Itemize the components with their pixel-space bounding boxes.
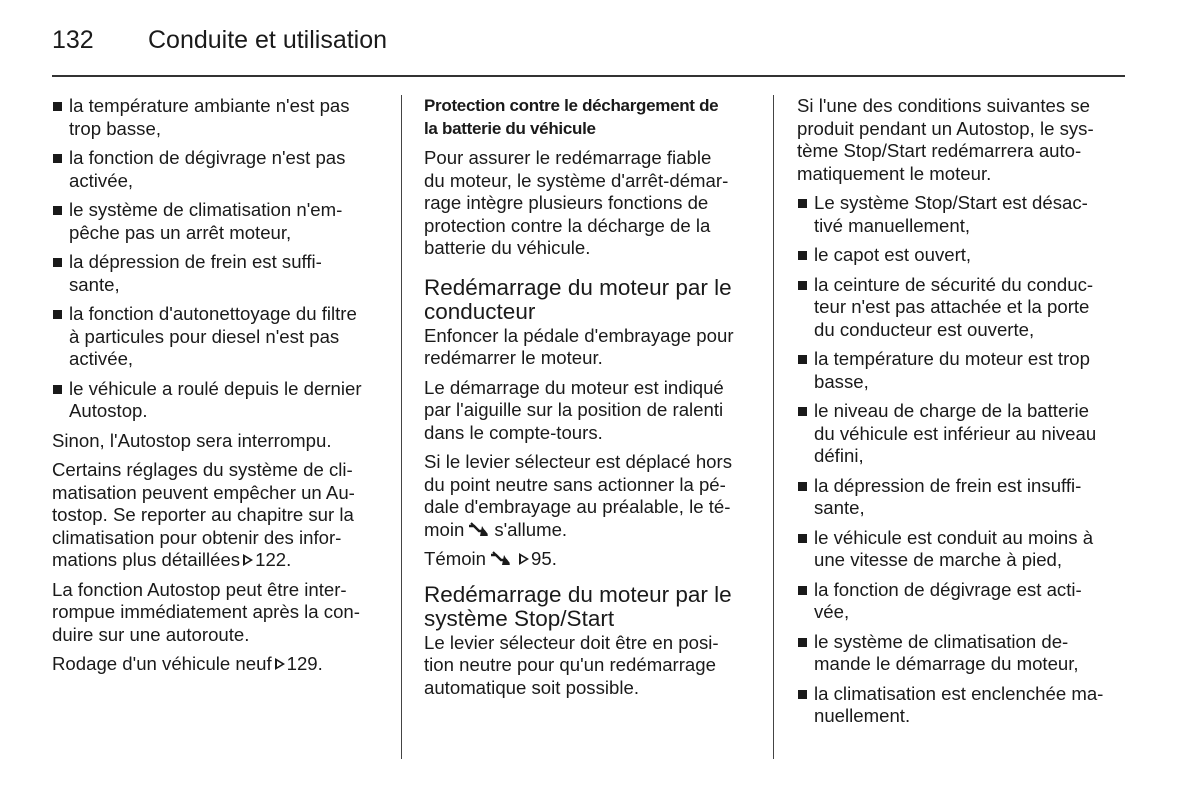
text-fragment: mations plus détaillées: [52, 549, 241, 570]
text-line: matisation peuvent empêcher un Au-: [52, 481, 355, 503]
bullet-square-icon: [798, 251, 807, 260]
bullet-item: [797, 348, 1127, 393]
text-line: tion neutre pour qu'un redémarrage: [424, 654, 716, 675]
text-line: batterie du véhicule.: [424, 237, 591, 258]
text-line: Redémarrage du moteur par le: [424, 274, 732, 300]
bullet-item: [797, 274, 1127, 342]
page-reference-icon: [275, 658, 285, 670]
page-reference-link[interactable]: 122.: [255, 549, 292, 570]
paragraph: [424, 325, 760, 370]
stop-start-telltale-icon: [468, 522, 490, 538]
bullet-square-icon: [798, 586, 807, 595]
bullet-item: [797, 683, 1127, 728]
text-line: matiquement le moteur.: [797, 162, 992, 184]
text-line: activée,: [69, 348, 134, 369]
page-reference-link[interactable]: 95.: [531, 548, 557, 569]
text-line: la fonction de dégivrage est acti-: [814, 578, 1082, 600]
text-line: la ceinture de sécurité du conduc-: [814, 273, 1094, 295]
column-divider: [401, 95, 402, 759]
bullet-item: [797, 631, 1127, 676]
bullet-square-icon: [53, 385, 62, 394]
text-line: [52, 549, 388, 572]
text-line: le véhicule a roulé depuis le dernier: [69, 377, 362, 399]
text-line: par l'aiguille sur la position de ralenti: [424, 399, 724, 420]
page-reference-link[interactable]: 129.: [286, 653, 323, 674]
paragraph: [52, 430, 388, 453]
text-line: Si le levier sélecteur est déplacé hors: [424, 451, 732, 472]
text-line: du véhicule est inférieur au niveau: [814, 422, 1097, 444]
paragraph: [424, 632, 760, 700]
text-line: du conducteur est ouverte,: [814, 318, 1035, 340]
text-line: Redémarrage du moteur par le: [424, 581, 732, 607]
text-line: une vitesse de marche à pied,: [814, 549, 1063, 570]
text-line: dale d'embrayage au préalable, le té-: [424, 496, 731, 517]
text-line: sante,: [69, 273, 120, 295]
text-line: activée,: [69, 169, 134, 191]
bullet-item: [797, 527, 1127, 572]
page-reference-icon: [519, 553, 529, 565]
text-line: [52, 653, 388, 676]
bullet-square-icon: [798, 355, 807, 364]
text-line: redémarrer le moteur.: [424, 347, 603, 368]
bullet-square-icon: [53, 310, 62, 319]
bullet-item: [52, 303, 388, 371]
text-line: dans le compte-tours.: [424, 421, 603, 443]
bullet-square-icon: [53, 206, 62, 215]
bullet-square-icon: [798, 534, 807, 543]
bullet-item: [52, 95, 388, 140]
text-line: la dépression de frein est insuffi-: [814, 474, 1082, 496]
text-line: Certains réglages du système de cli-: [52, 459, 353, 480]
section-heading: [424, 276, 760, 325]
text-line: défini,: [814, 445, 864, 466]
text-line: Autostop.: [69, 400, 148, 421]
paragraph: [52, 653, 388, 676]
text-line: vée,: [814, 601, 850, 622]
text-fragment: moin: [424, 518, 465, 540]
text-fragment: Rodage d'un véhicule neuf: [52, 653, 272, 674]
text-line: rage intègre plusieurs fonctions de: [424, 192, 709, 213]
text-line: tivé manuellement,: [814, 214, 971, 236]
column-2: [424, 95, 760, 706]
text-line: Si l'une des conditions suivantes se: [797, 95, 1090, 116]
bullet-list: [797, 192, 1127, 728]
page-title: Conduite et utilisation: [148, 26, 388, 54]
bullet-item: [797, 579, 1127, 624]
text-line: sante,: [814, 497, 865, 518]
text-line: du point neutre sans actionner la pé-: [424, 473, 726, 495]
text-line: Le démarrage du moteur est indiqué: [424, 376, 724, 398]
text-line: climatisation pour obtenir des infor-: [52, 526, 342, 548]
bullet-item: [52, 199, 388, 244]
text-line: la climatisation est enclenchée ma-: [814, 682, 1104, 704]
bullet-square-icon: [798, 407, 807, 416]
text-line: pêche pas un arrêt moteur,: [69, 221, 292, 243]
page-number: 132: [52, 26, 94, 54]
bullet-square-icon: [53, 102, 62, 111]
text-line: duire sur une autoroute.: [52, 623, 250, 645]
text-line: [424, 519, 760, 542]
section-heading: [424, 583, 760, 632]
paragraph: [424, 451, 760, 541]
text-line: produit pendant un Autostop, le sys-: [797, 117, 1094, 139]
text-fragment: Témoin: [424, 548, 487, 569]
bullet-square-icon: [53, 154, 62, 163]
text-line: protection contre la décharge de la: [424, 214, 711, 236]
bullet-item: [797, 400, 1127, 468]
paragraph: [424, 147, 760, 260]
text-line: trop basse,: [69, 117, 161, 139]
column-3: [797, 95, 1127, 735]
paragraph: [424, 548, 760, 571]
text-line: rompue immédiatement après la con-: [52, 601, 360, 622]
text-line: la batterie du véhicule: [424, 118, 596, 138]
text-line: tostop. Se reporter au chapitre sur la: [52, 504, 354, 525]
bullet-item: [797, 192, 1127, 237]
text-line: le système de climatisation de-: [814, 630, 1069, 652]
text-line: tème Stop/Start redémarrera auto-: [797, 140, 1082, 161]
bullet-square-icon: [798, 482, 807, 491]
text-line: Pour assurer le redémarrage fiable: [424, 147, 712, 168]
text-line: le capot est ouvert,: [814, 244, 972, 265]
text-line: la dépression de frein est suffi-: [69, 251, 322, 272]
text-line: la température du moteur est trop: [814, 348, 1090, 369]
text-line: basse,: [814, 370, 869, 392]
bullet-item: [52, 251, 388, 296]
text-line: le système de climatisation n'em-: [69, 199, 343, 220]
column-divider: [773, 95, 774, 759]
text-line: la fonction d'autonettoyage du filtre: [69, 303, 357, 324]
bullet-square-icon: [798, 199, 807, 208]
bullet-square-icon: [798, 690, 807, 699]
text-line: Le système Stop/Start est désac-: [814, 192, 1088, 213]
text-line: teur n'est pas attachée et la porte: [814, 296, 1090, 317]
paragraph: [424, 377, 760, 445]
text-line: à particules pour diesel n'est pas: [69, 325, 340, 347]
text-line: système Stop/Start: [424, 606, 615, 631]
text-line: Protection contre le déchargement de: [424, 96, 719, 115]
text-line: la fonction de dégivrage n'est pas: [69, 147, 346, 168]
page-header: [52, 24, 1125, 76]
bullet-item: [797, 244, 1127, 267]
text-line: nuellement.: [814, 705, 911, 726]
text-line: le niveau de charge de la batterie: [814, 400, 1089, 421]
text-line: Enfoncer la pédale d'embrayage pour: [424, 324, 734, 346]
stop-start-telltale-icon: [490, 551, 512, 567]
text-line: du moteur, le système d'arrêt-démar-: [424, 169, 729, 191]
page-reference-icon: [243, 554, 253, 566]
text-line: La fonction Autostop peut être inter-: [52, 578, 347, 600]
bullet-item: [52, 378, 388, 423]
bullet-square-icon: [798, 281, 807, 290]
text-line: le véhicule est conduit au moins à: [814, 526, 1094, 548]
text-line: Sinon, l'Autostop sera interrompu.: [52, 429, 332, 451]
header-rule: [52, 75, 1125, 77]
column-1: [52, 95, 388, 683]
bullet-item: [797, 475, 1127, 520]
bullet-list: [52, 95, 388, 423]
text-line: [424, 548, 760, 571]
text-line: conducteur: [424, 299, 536, 324]
text-line: mande le démarrage du moteur,: [814, 653, 1079, 674]
text-line: la température ambiante n'est pas: [69, 95, 350, 116]
paragraph: [52, 459, 388, 572]
text-line: Le levier sélecteur doit être en posi-: [424, 631, 719, 653]
paragraph: [797, 95, 1127, 185]
paragraph: [52, 579, 388, 647]
bullet-item: [52, 147, 388, 192]
subheading: [424, 95, 760, 140]
text-fragment: s'allume.: [494, 518, 568, 540]
bullet-square-icon: [798, 638, 807, 647]
text-line: automatique soit possible.: [424, 676, 639, 698]
bullet-square-icon: [53, 258, 62, 267]
